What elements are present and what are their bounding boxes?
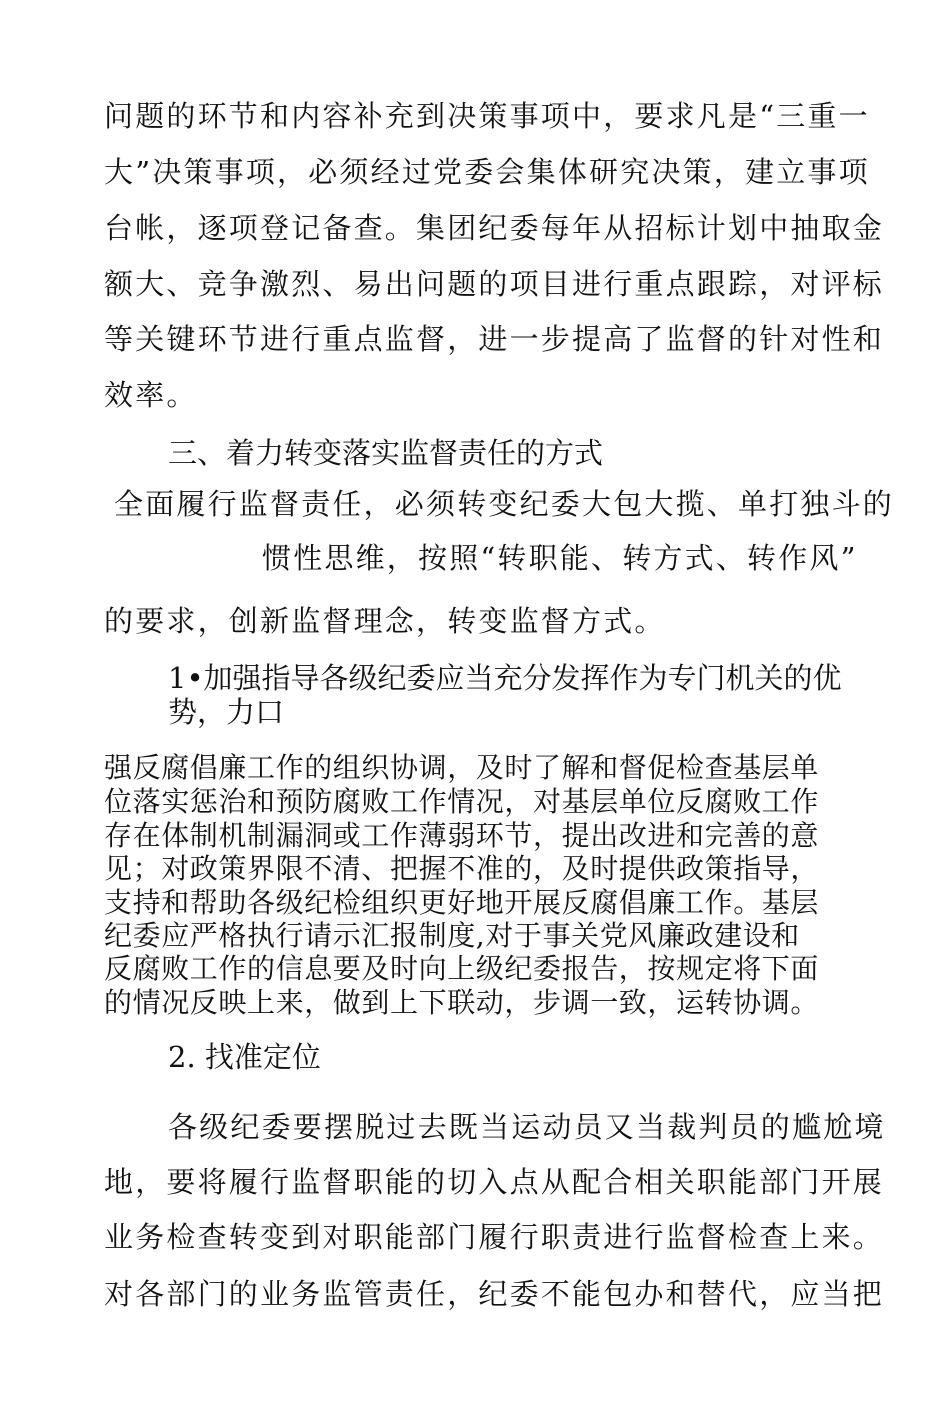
paragraph-line: 各级纪委要摆脱过去既当运动员又当裁判员的尴尬境 (168, 1110, 886, 1144)
paragraph-line: 地，要将履行监督职能的切入点从配合相关职能部门开展 (104, 1165, 885, 1199)
paragraph-line: 大”决策事项，必须经过党委会集体研究决策，建立事项 (104, 155, 870, 189)
section-heading: 三、着力转变落实监督责任的方式 (168, 436, 604, 470)
paragraph-line: 对各部门的业务监管责任，纪委不能包办和替代，应当把 (104, 1277, 885, 1311)
paragraph-line: 问题的环节和内容补充到决策事项中，要求凡是“三重一 (104, 99, 870, 133)
paragraph-line: 强反腐倡廉工作的组织协调，及时了解和督促检查基层单 (104, 751, 820, 784)
paragraph-line: 的要求，创新监督理念，转变监督方式。 (104, 604, 666, 638)
paragraph-line: 业务检查转变到对职能部门履行职责进行监督检查上来。 (104, 1220, 885, 1254)
paragraph-line: 效率。 (104, 378, 198, 412)
subsection-heading: 1•加强指导各级纪委应当充分发挥作为专门机关的优 (168, 661, 842, 695)
paragraph-line: 存在体制机制漏洞或工作薄弱环节，提出改进和完善的意 (104, 819, 820, 852)
paragraph-line: 额大、竞争激烈、易出问题的项目进行重点跟踪，对评标 (104, 267, 885, 301)
paragraph-line: 纪委应严格执行请示汇报制度,对于事关党风廉政建设和 (104, 919, 800, 952)
subsection-heading: 势，力口 (168, 695, 285, 729)
paragraph-line: 反腐败工作的信息要及时向上级纪委报告，按规定将下面 (104, 952, 820, 985)
subsection-heading: 2. 找准定位 (168, 1040, 321, 1074)
paragraph-line: 位落实惩治和预防腐败工作情况，对基层单位反腐败工作 (104, 785, 820, 818)
paragraph-line: 台帐，逐项登记备查。集团纪委每年从招标计划中抽取金 (104, 211, 885, 245)
paragraph-line: 见；对政策界限不清、把握不准的，及时提供政策指导， (104, 852, 820, 885)
paragraph-line: 的情况反映上来，做到上下联动，步调一致，运转协调。 (104, 986, 820, 1019)
paragraph-line: 等关键环节进行重点监督，进一步提高了监督的针对性和 (104, 322, 885, 356)
paragraph-line: 支持和帮助各级纪检组织更好地开展反腐倡廉工作。基层 (104, 886, 820, 919)
paragraph-line: 全面履行监督责任，必须转变纪委大包大揽、单打独斗的 (114, 487, 895, 521)
paragraph-line: 惯性思维，按照“转职能、转方式、转作风” (262, 541, 858, 575)
